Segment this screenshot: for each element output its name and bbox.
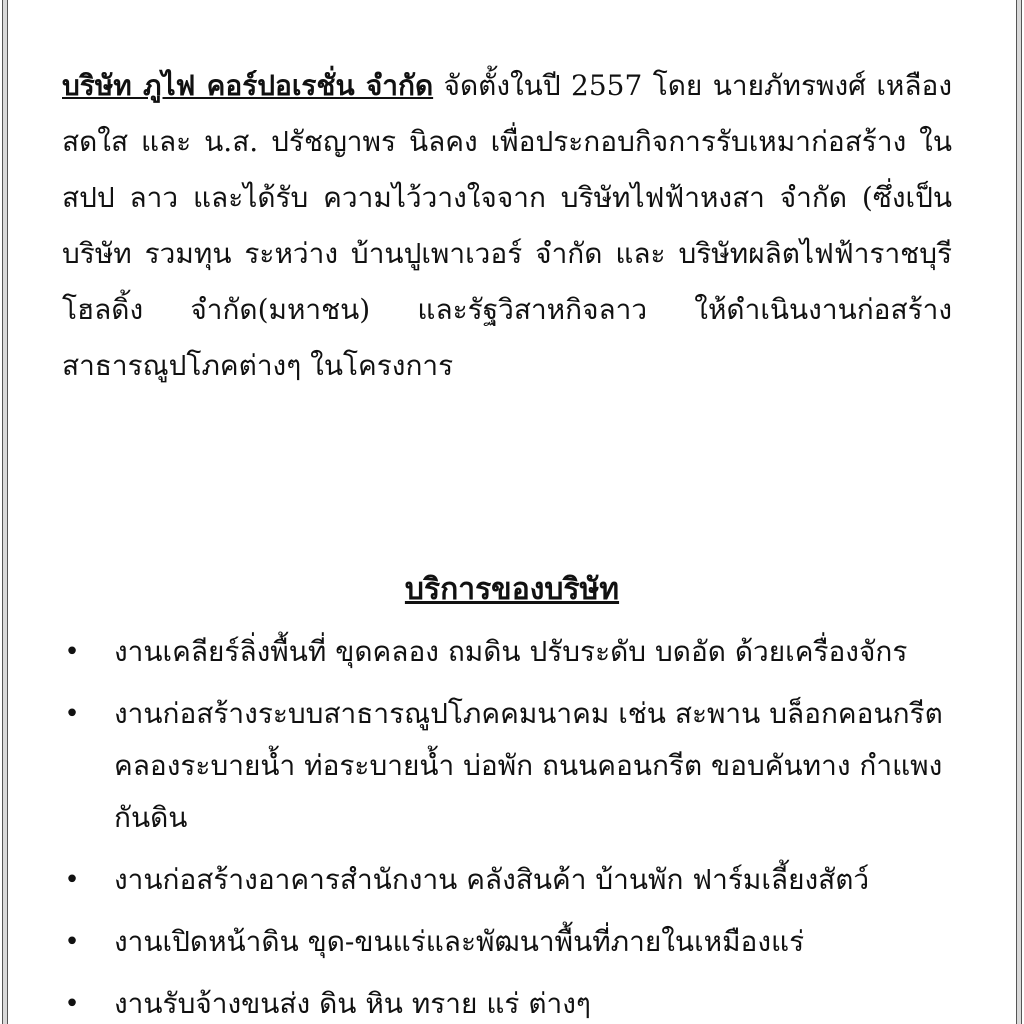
services-list-item [62,916,952,968]
page-frame-left [2,0,8,1024]
bullet-icon: • [64,865,80,895]
bullet-icon: • [64,699,80,729]
intro-paragraph [62,58,952,394]
page-frame-right [1016,0,1022,1024]
services-list-item [62,688,952,844]
company-name: บริษัท ภูไฟ คอร์ปอเรชั่น จำกัด [62,69,434,102]
services-list-item [62,854,952,906]
intro-text: จัดตั้งในปี 2557 โดย นายภัทรพงศ์ เหลืองสดใส และ น.ส. ปรัชญาพร นิลคง เพื่อประกอบกิจการรับเหมาก่อสร้าง ใน สปป ลาว และได้รับ ความไว้วางใจจาก บริษัทไฟฟ้าหงสา จำกัด (ซึ่งเป็น บริษัท รวมทุน ระหว่าง บ้านปูเพาเวอร์ จำกัด และ บริษัทผลิตไฟฟ้าราชบุรี โฮลดิ้ง จำกัด(มหาชน) และรัฐวิสาหกิจลาว ให้ดำเนินงานก่อสร้างสาธารณูปโภคต่างๆ ในโครงการ [62,69,952,382]
service-text: งานก่อสร้างระบบสาธารณูปโภคคมนาคม เช่น สะพาน บล็อกคอนกรีต คลองระบายน้ำ ท่อระบายน้ำ บ่อพัก ถนนคอนกรีต ขอบคันทาง กำแพงกันดิน [114,697,943,834]
services-list [62,626,952,1024]
service-text: งานเปิดหน้าดิน ขุด-ขนแร่และพัฒนาพื้นที่ภายในเหมืองแร่ [114,925,805,958]
bullet-icon: • [64,927,80,957]
bullet-icon: • [64,989,80,1019]
service-text: งานรับจ้างขนส่ง ดิน หิน ทราย แร่ ต่างๆ [114,987,591,1020]
services-heading: บริการของบริษัท [404,572,620,607]
service-text: งานเคลียร์ลิ่งพื้นที่ ขุดคลอง ถมดิน ปรับระดับ บดอัด ด้วยเครื่องจักร [114,635,908,668]
services-list-item [62,978,952,1024]
service-text: งานก่อสร้างอาคารสำนักงาน คลังสินค้า บ้านพัก ฟาร์มเลี้ยงสัตว์ [114,863,870,896]
bullet-icon: • [64,637,80,667]
services-list-item [62,626,952,678]
